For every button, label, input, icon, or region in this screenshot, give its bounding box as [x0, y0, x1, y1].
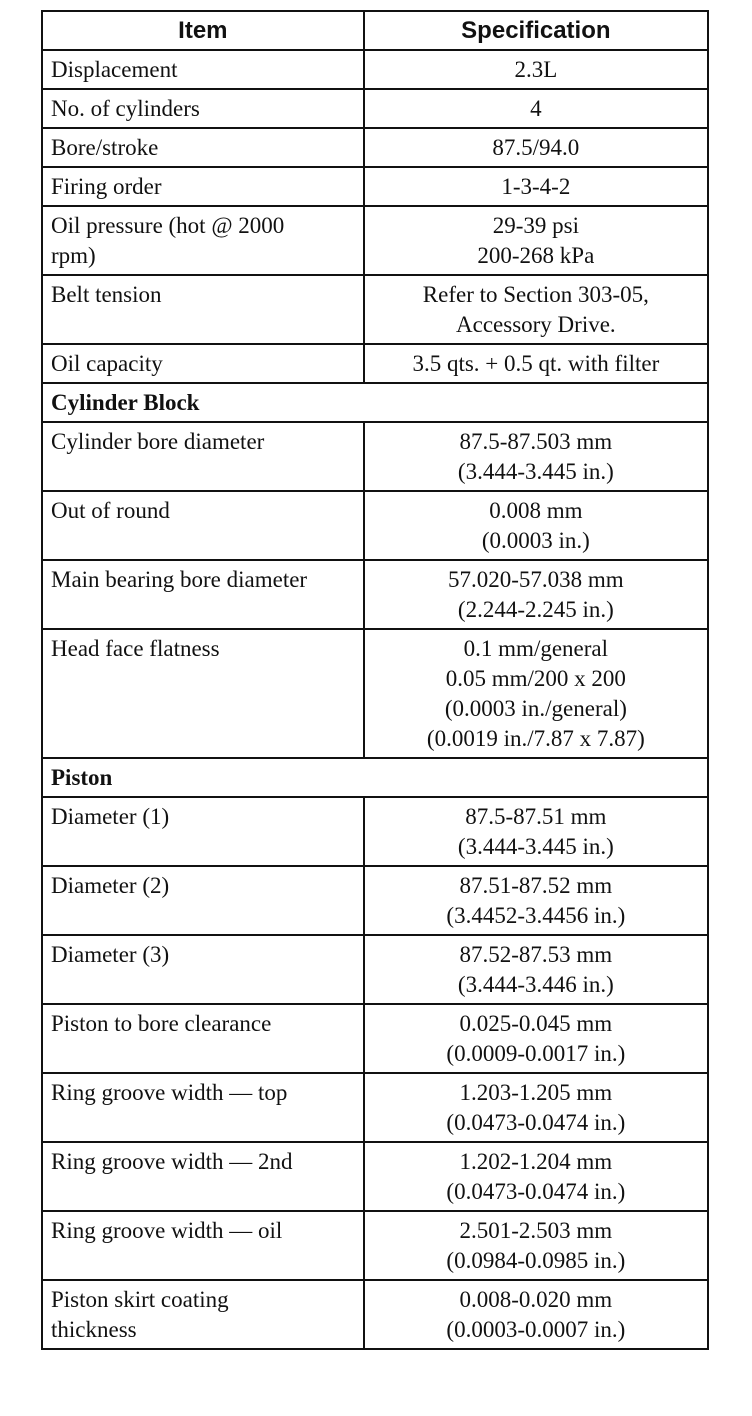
specification-text: (0.0003 in.)	[481, 528, 590, 553]
item-text: Diameter (2)	[51, 873, 170, 898]
specification-cell	[364, 1142, 708, 1211]
item-text: Firing order	[51, 174, 162, 199]
specification-text: 2.501-2.503 mm	[459, 1218, 613, 1243]
item-cell	[42, 206, 364, 275]
item-cell	[42, 797, 364, 866]
specification-text: 87.5-87.51 mm	[465, 804, 607, 829]
table-row	[42, 128, 708, 167]
item-cell	[42, 167, 364, 206]
specification-text: 0.05 mm/200 x 200	[445, 666, 626, 691]
table-row	[42, 935, 708, 1004]
item-cell	[42, 128, 364, 167]
specification-cell	[364, 560, 708, 629]
table-row	[42, 167, 708, 206]
specification-cell	[364, 629, 708, 758]
specification-cell	[364, 1280, 708, 1349]
specification-text: (0.0003-0.0007 in.)	[446, 1317, 626, 1342]
item-cell	[42, 491, 364, 560]
item-cell	[42, 560, 364, 629]
specification-text: (3.444-3.445 in.)	[457, 834, 614, 859]
section-title: Piston	[42, 758, 708, 797]
table-row	[42, 206, 708, 275]
specification-cell	[364, 167, 708, 206]
section-title: Cylinder Block	[42, 383, 708, 422]
item-column-header: Item	[42, 11, 364, 50]
specification-text: (3.444-3.445 in.)	[457, 459, 614, 484]
table-row	[42, 1280, 708, 1349]
item-text: Displacement	[51, 57, 178, 82]
specification-text: 87.5/94.0	[492, 135, 580, 160]
table-body	[42, 50, 708, 1349]
item-cell	[42, 89, 364, 128]
item-cell	[42, 1004, 364, 1073]
specification-cell	[364, 128, 708, 167]
specification-text: (3.444-3.446 in.)	[457, 972, 614, 997]
header-row	[42, 11, 708, 50]
item-text: Bore/stroke	[51, 135, 159, 160]
item-cell	[42, 1280, 364, 1349]
specification-text: (0.0473-0.0474 in.)	[446, 1110, 626, 1135]
specification-text: 0.008-0.020 mm	[459, 1287, 613, 1312]
specification-text: 200-268 kPa	[477, 243, 595, 268]
specification-text: 87.5-87.503 mm	[459, 429, 613, 454]
item-cell	[42, 1142, 364, 1211]
specification-cell	[364, 1004, 708, 1073]
table-row	[42, 866, 708, 935]
table-row	[42, 344, 708, 383]
specification-text: (0.0019 in./7.87 x 7.87)	[426, 726, 645, 751]
specification-text: (2.244-2.245 in.)	[457, 597, 614, 622]
item-text: Diameter (3)	[51, 942, 170, 967]
specification-text: 2.3L	[514, 57, 558, 82]
specification-text: 0.1 mm/general	[463, 636, 609, 661]
specification-cell	[364, 1073, 708, 1142]
table-row	[42, 1004, 708, 1073]
item-text: Cylinder bore diameter	[51, 429, 265, 454]
item-text: Belt tension	[51, 282, 162, 307]
specification-cell	[364, 50, 708, 89]
specification-cell	[364, 344, 708, 383]
table-row	[42, 797, 708, 866]
item-text: Piston to bore clearance	[51, 1011, 272, 1036]
item-text: No. of cylinders	[51, 96, 200, 121]
item-cell	[42, 275, 364, 344]
specification-text: 3.5 qts. + 0.5 qt. with filter	[412, 351, 660, 376]
specification-text: (0.0984-0.0985 in.)	[446, 1248, 626, 1273]
specification-cell	[364, 275, 708, 344]
item-text: Ring groove width — 2nd	[51, 1149, 293, 1174]
item-text: Piston skirt coating	[51, 1287, 229, 1312]
specification-text: (0.0003 in./general)	[444, 696, 627, 721]
item-text: Ring groove width — top	[51, 1080, 288, 1105]
specification-text: 29-39 psi	[492, 213, 579, 238]
item-text: Out of round	[51, 498, 170, 523]
specification-text: Refer to Section 303-05,	[422, 282, 649, 307]
item-text: Diameter (1)	[51, 804, 170, 829]
specification-text: 57.020-57.038 mm	[448, 567, 624, 592]
specification-cell	[364, 422, 708, 491]
specification-cell	[364, 491, 708, 560]
specification-column-header: Specification	[364, 11, 708, 50]
specification-text: Accessory Drive.	[456, 312, 616, 337]
table-row	[42, 422, 708, 491]
specification-cell	[364, 866, 708, 935]
specification-text: 0.025-0.045 mm	[459, 1011, 613, 1036]
specification-cell	[364, 797, 708, 866]
item-cell	[42, 1073, 364, 1142]
table-row	[42, 629, 708, 758]
specification-text: (3.4452-3.4456 in.)	[446, 903, 626, 928]
specification-cell	[364, 206, 708, 275]
table-row	[42, 1073, 708, 1142]
item-cell	[42, 1211, 364, 1280]
item-cell	[42, 422, 364, 491]
table-row	[42, 1211, 708, 1280]
specification-text: 4	[530, 96, 542, 121]
specification-text: (0.0009-0.0017 in.)	[446, 1041, 626, 1066]
item-text: Ring groove width — oil	[51, 1218, 283, 1243]
table-row	[42, 89, 708, 128]
specification-text: 87.52-87.53 mm	[459, 942, 613, 967]
specification-text: 0.008 mm	[489, 498, 583, 523]
item-cell	[42, 935, 364, 1004]
item-cell	[42, 629, 364, 758]
table-row	[42, 275, 708, 344]
table-row	[42, 560, 708, 629]
item-cell	[42, 866, 364, 935]
specification-text: 1.203-1.205 mm	[459, 1080, 613, 1105]
section-header-row	[42, 758, 708, 797]
specification-table	[41, 10, 709, 1350]
item-text: Oil capacity	[51, 351, 163, 376]
item-cell	[42, 50, 364, 89]
specification-text: 1-3-4-2	[501, 174, 571, 199]
table-row	[42, 50, 708, 89]
item-cell	[42, 344, 364, 383]
item-text: rpm)	[51, 243, 96, 268]
specification-cell	[364, 935, 708, 1004]
section-header-row	[42, 383, 708, 422]
specification-text: 1.202-1.204 mm	[459, 1149, 613, 1174]
table-row	[42, 491, 708, 560]
item-text: thickness	[51, 1317, 137, 1342]
specification-text: 87.51-87.52 mm	[459, 873, 613, 898]
specification-cell	[364, 89, 708, 128]
specification-text: (0.0473-0.0474 in.)	[446, 1179, 626, 1204]
item-text: Oil pressure (hot @ 2000	[51, 213, 285, 238]
item-text: Head face flatness	[51, 636, 220, 661]
table-row	[42, 1142, 708, 1211]
item-text: Main bearing bore diameter	[51, 567, 308, 592]
specification-cell	[364, 1211, 708, 1280]
